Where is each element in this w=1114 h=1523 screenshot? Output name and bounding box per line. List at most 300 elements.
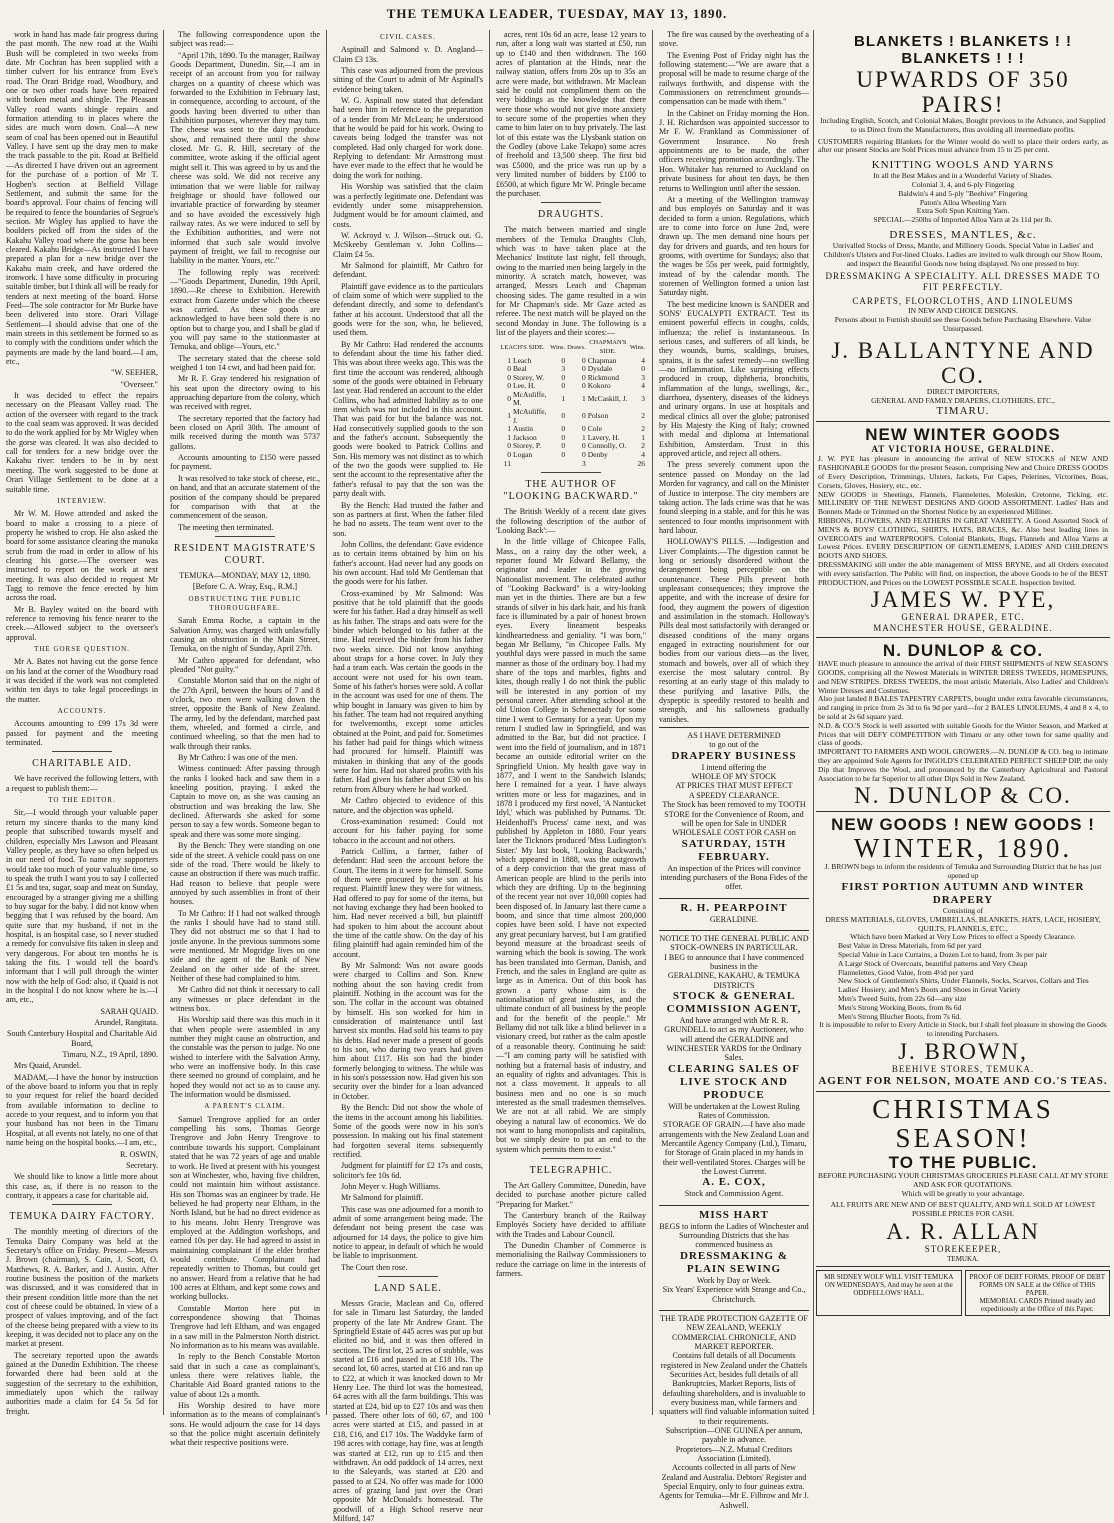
brown-intro: J. BROWN begs to inform the residents of Temuka and Surrounding District that he has just opened up xyxy=(824,862,1102,881)
subheading: CIVIL CASES. xyxy=(380,33,436,41)
brown-agent: AGENT FOR NELSON, MOATE AND CO.'S TEAS. xyxy=(818,1075,1108,1087)
signature-line: Arundel, Rangitata. xyxy=(94,1018,158,1028)
paragraph: The fire was caused by the overheating of a stove. xyxy=(659,30,809,49)
rule-line xyxy=(52,751,113,752)
table-cell: 26 xyxy=(637,458,645,468)
table-cell: Lee, H. xyxy=(513,381,536,391)
cox-line: I BEG to announce that I have commenced business in the xyxy=(664,952,804,971)
paragraph: HOLLOWAY'S PILLS. —Indigestion and Liver Complaints.—The digestion cannot be long or seriously disordered without the derangement being perceptible on the countenance. These Pills prevent both unpleasant consequences; they improve the appetite, and with the increase of desire for food, they augment the powers of digestion and assimilation in the stomach. Holloway's Pills deal most satisfactorily with deranged or diseased conditions of the many organs engaged in extracting nourishment for our bodies from our various diets—as the liver, stomach and bowels, over all of which they exercise the most salutary control. By resorting at an early stage of this malady to these purifying and laxative Pills, the dyspeptic is speedily restored to health and strength, and his sallowness gradually vanishes. xyxy=(659,537,809,724)
paragraph: Mr Cathro did not think it necessary to call any witnesses or place defendant in the witness box. xyxy=(170,985,320,1013)
list-item: Men's Tweed Suits, from 22s 6d—any size xyxy=(838,994,967,1004)
table-cell: Chapman xyxy=(587,355,617,365)
knitting-item: Paton's Alloa Wheeling Yarn xyxy=(919,197,1007,207)
drapery-line: The Stock has been removed to my TOOTH STORE for the Convenience of Room, and will be open for Sale in UNDER WHOLESALE COST FOR CASH on xyxy=(662,800,806,838)
knitting-heading: KNITTING WOOLS AND YARNS xyxy=(871,159,1055,172)
table-cell: 3 xyxy=(561,364,566,374)
table-cell: 0 xyxy=(561,450,566,460)
column-rule xyxy=(652,30,653,1415)
table-cell: McCaskill, J. xyxy=(587,394,628,404)
ballantyne-name: J. BALLANTYNE AND CO. xyxy=(831,337,1095,388)
section-divider xyxy=(496,472,646,503)
paragraph: Mr R. F. Gray tendered his resignation of his seat upon the directory owing to his approaching departure from the colony, which was received with regret. xyxy=(170,374,320,412)
brown-marked: Which have been Marked at Very Low Prices to effect a Speedy Clearance. xyxy=(850,932,1076,942)
hart-line: DRESSMAKING & PLAIN SEWING xyxy=(679,1249,789,1275)
table-cell: 1 xyxy=(582,394,586,404)
drapery-line: AS I HAVE DETERMINED xyxy=(687,731,781,741)
paragraph: W. Ackroyd v. J. Wilson—Struck out. G. McSkeeby Gentleman v. John Collins—Claim £4 5s. xyxy=(333,230,483,259)
pye-name: JAMES W. PYE, xyxy=(870,587,1056,613)
cox-line: CLEARING SALES OF LIVE STOCK AND PRODUCE xyxy=(668,1062,800,1101)
paragraph: John Collins, the defendant: Gave evidence as to certain items obtained by him on his father's account. Had never had any goods on his own account. Had told Mr Gentleman that the goods were for his father. xyxy=(333,539,483,587)
paragraph: "April 17th, 1890. To the manager, Railway Goods Department, Dunedin. Sir,—I am in receipt of an account from you for railway charges on a quantity of cheese which was forwarded to the Exhibition in February last, in consequence, according to account, of the goods having been diverted to other than Exhibition purposes, wherever they may turn. The cheese was sent to the dairy produce show, and remained there until the show closed. Mr G. R. Hill, secretary of the committee, wrote asking if the official agent might sell it. This was agreed to by us and the cheese was sold. We did not receive any intimation that we were liable for railway freightage or should have followed our invariable practice of forwarding by steamer and so have avoided the excessively high railway rates. As we were induced to sell by the Exhibition authorities, and were not informed that such sale would involve payment of freight, we fail to recognise our liability in the matter. Yours, etc." xyxy=(170,50,320,266)
gazette-line: Agents for Temuka—Mr E. Filbrow and Mr J. Ashwell. xyxy=(659,1491,809,1510)
paragraph: Mr Salmond for plaintiff. xyxy=(341,1193,424,1203)
paragraph: Mr W. M. Howe attended and asked the board to make a crossing to a piece of property he wished to crop. He also asked the board for some assistance clearing the manuka scrub from the road in order to allow of his clearing his gorse.—The overseer was instructed to report on the work at next meeting. It was also decided to request Mr Tagg to remove the fence erected by him across the road. xyxy=(6,509,158,603)
paragraph: Cross-examination resumed: Could not account for his father paying for some tobacco in the account and not others. xyxy=(333,816,483,845)
hart-line: MISS HART xyxy=(698,1208,770,1221)
section-divider xyxy=(6,1204,158,1223)
section-heading: CHARITABLE AID. xyxy=(32,758,132,770)
table-row xyxy=(496,451,646,460)
rule-line xyxy=(52,1204,113,1205)
gazette-line: Subscription—ONE GUINEA per annum, payable in advance. xyxy=(665,1425,803,1445)
ballantyne-sub1: DIRECT IMPORTERS, xyxy=(926,386,1000,396)
table-cell: 0 xyxy=(561,441,566,451)
signature-line: Secretary. xyxy=(125,1160,158,1170)
section-divider xyxy=(6,751,158,770)
advertisements-column xyxy=(816,30,1110,1415)
brown-big: WINTER, 1890. xyxy=(853,833,1073,864)
column-1 xyxy=(6,30,158,1415)
paragraph: Witness continued: After passing through the ranks I looked back and saw them in a kneeling position, praying. I asked the Captain to move on, as she was causing an obstruction and was breaking the law. She declined. Afterwards she asked for some person to say a few words. Someone began to speak and there was some more singing. xyxy=(170,764,320,839)
signature-line: R. OSWIN, xyxy=(120,1149,158,1159)
drapery-line: SATURDAY, 15TH FEBRUARY. xyxy=(681,837,787,863)
knitting-item: Colonial 3, 4, and 6-ply Fingering xyxy=(911,179,1015,189)
table-cell: 0 xyxy=(582,355,586,365)
dunlop-body: HAVE much pleasure to announce the arrival of their FIRST SHIPMENTS of NEW SEASON'S GOODS, comprising all the Newest Materials in WINTER DRESS TWEEDS, HOMESPUNS, and NEW STRIPES. DRESS TWEEDS, the most artistic Materials, Also Ladies' and Children's Winter Dresses and Costumes. xyxy=(818,659,1108,695)
table-cell: 0 xyxy=(507,372,511,382)
drapery-line: DRAPERY BUSINESS xyxy=(671,749,797,762)
drapery-line: AT PRICES THAT MUST EFFECT xyxy=(675,781,793,791)
table-header-row xyxy=(496,339,646,356)
table-cell: 1 xyxy=(641,432,645,442)
list-item: Best Value in Dress Materials, from 6d per yard xyxy=(838,941,982,951)
column-header: Draws. xyxy=(567,343,586,351)
paragraph: His Worship desired to have more information as to the means of complainant's sons. He would adjourn the case for 14 days so that the police might ascertain definitely what their respective positions were. xyxy=(170,1401,320,1448)
table-cell: 2 xyxy=(641,411,645,421)
paragraph: By Mr Cathro: I was one of the men. xyxy=(178,753,298,763)
paragraph: The following reply was received:—"Goods Department, Dunedin, 19th April, 1890.—Re cheese to Exhibition. Herewith extract from Gazette under which the cheese was carried. As these goods are acknowledged to have been sold there is no option but to charge you, and I shall be glad if you will pay same to the stationmaster at Temuka, and oblige—Yours, etc." xyxy=(170,267,320,352)
list-item: New Stock of Gentlemen's Shirts, Under Flannels, Socks, Scarves, Collars and Ties xyxy=(838,976,1089,986)
paragraph: acres, rent 10s 6d an acre, lease 12 years to run, after a long wait was started at £50, run up to £140 and then withdrawn. The 160 acres of plantation at the Hinds, near the railway station, offers from 20s up to 35s an acre were made, but withdrawn. Mr Maclean said he could not compliment them on the very biddings as the knowledge that there were those who would not give more anxiety to secure some of the properties when they came to him later on to buy privately. The last lot of this estate was the Llysbank station on the Godley (above Lake Tekapo) some acres of freehold and 13,500 sheep. The first bid was £5000, and the price was run up by a very limited number of bidders by £100 to £6500, at which figure Mr W. Pringle became the purchaser. xyxy=(496,30,646,198)
pye-house: MANCHESTER HOUSE, GERALDINE. xyxy=(873,623,1053,634)
pye-body-2: NEW GOODS in Sheetings, Flannels, Flannelettes, Moleskin, Cretonne, Ticking, etc. MILLINERY OF THE NEWEST DESIGNS AND GOOD ASSORTMENT. Ladies' Hats and Bonnets Made or Trimmed on the Shortest Notice by an experienced Milliner. xyxy=(818,489,1108,517)
section-heading: RESIDENT MAGISTRATE'S COURT. xyxy=(173,542,317,566)
blankets-big: UPWARDS OF 350 PAIRS! xyxy=(856,67,1070,117)
carpets-sub: IN NEW AND CHOICE DESIGNS. xyxy=(908,306,1018,316)
ballantyne-sub2: GENERAL AND FAMILY DRAPERS, CLOTHIERS, ETC., xyxy=(871,395,1055,405)
paragraph: It was decided to effect the repairs necessary on the Pleasant Valley road. The action of the overseer with regard to the track to the coal seam was approved. It was decided to do the work applied for by Mr Wigley when the gorse was cleared. It was also decided to call for tenders for a new bridge over the Kakahu river: tenders to be in by next meeting. The work suggested to be done at Orari Village Settlement to be done at a suitable time. xyxy=(6,391,158,494)
drapery-line: A SPEEDY CLEARANCE. xyxy=(688,790,780,800)
knitting-item: Baldwin's 4 and 5-ply "Beehive" Fingering xyxy=(898,188,1028,198)
column-rule xyxy=(163,30,164,1415)
section-divider xyxy=(333,1276,483,1295)
small-adverts xyxy=(816,1270,1110,1316)
hart-line: Work by Day or Week. xyxy=(696,1275,772,1285)
gazette-line: Contains full details of all Documents registered in New Zealand under the Chattels Securities Act, besides full details of all Bankruptcies, Market Reports, lists of defaulting shareholders, and is invaluable to every business man, while farmers and squatters will find valuable information suited to their requirements. xyxy=(659,1351,809,1426)
column-header: Wins. xyxy=(629,343,645,351)
table-cell: Jackson xyxy=(513,432,537,442)
allan-town: TEMUKA. xyxy=(947,1254,979,1263)
blankets-headline: BLANKETS ! BLANKETS ! ! BLANKETS ! ! ! xyxy=(854,33,1072,67)
section-heading: LAND SALE. xyxy=(374,1283,442,1294)
column-header: LEACH'S SIDE. xyxy=(500,343,545,351)
pearpoint-line: R. H. PEARPOINT xyxy=(680,901,788,914)
column-4 xyxy=(496,30,646,1415)
gazette-line: Accounts collected in all parts of New Zealand and Australia. Debtors' Register and Special Enquiry, only to four guineas extra. xyxy=(661,1463,807,1492)
table-cell: 1 xyxy=(507,411,511,421)
section-divider xyxy=(496,202,646,221)
table-cell: 0 xyxy=(561,372,566,382)
table-cell: Austin xyxy=(513,424,534,434)
memorial-cards-text: MEMORIAL CARDS Printed neatly and expeditiously at the Office of this Paper. xyxy=(979,1296,1096,1313)
subheading: THE GORSE QUESTION. xyxy=(34,645,130,653)
paragraph: The monthly meeting of directors of the Temuka Dairy Company was held at the Secretary's office on Friday. Present—Messrs J. Brown (chairman), S. Cain, J. Scott, O. Matthews, R. A. Barker, and J. Austin. After routine business the position of the markets was discussed, and it was considered that in their present condition little more than the net cost of cheese could be obtained. In view of a prospect of values improving, and of the fact of the cheese being prepared with a view to its keeping, it was decided not to place any on the market at present. xyxy=(6,1227,158,1349)
rule-line xyxy=(541,1158,601,1159)
cox-line: STORAGE OF GRAIN.—I have also made arrangements with the New Zealand Loan and Mercantile Agency Company (Ltd.), Timaru, for Storage of Grain placed in my hands in their well-ventilated Stores. Charges will be the Lowest Current. xyxy=(659,1120,809,1177)
centered-line: TEMUKA—MONDAY, MAY 12, 1890. xyxy=(179,570,311,580)
table-cell: 0 xyxy=(561,355,566,365)
list-item: Ladies' Hosiery, and Men's Boots and Shoes in Great Variety xyxy=(838,985,1021,995)
table-cell: 3 xyxy=(641,394,645,404)
brown-consisting: Consisting of xyxy=(942,906,984,916)
paragraph: The meeting then terminated. xyxy=(178,522,274,532)
spacer xyxy=(512,460,566,469)
cox-line: Stock and Commission Agent. xyxy=(684,1189,784,1199)
paragraph: The match between married and single members of the Temuka Draughts Club, which was to have taken place at the Mechanics' Institute last night, fell through, owing to the married men being largely in the minority. A scratch match, however, was arranged, Messrs Leach and Chapman choosing sides. The game resulted in a win for Mr Chapman's side. Mr Gaze acted as referee. The next match will be played on the second Monday in June. The following is a list of the players and their scores:— xyxy=(496,225,646,337)
pye-headline: NEW WINTER GOODS xyxy=(865,425,1061,445)
paragraph: This case was adjourned from the previous sitting of the Court to admit of Mr Aspinall's evidence being taken. xyxy=(333,66,483,94)
table-cell: 0 xyxy=(561,424,566,434)
paragraph: The Canterbury branch of the Railway Employés Society have decided to affiliate with the Trades and Labour Council. xyxy=(496,1210,646,1239)
paragraph: His Worship was satisfied that the claim was a perfectly legitimate one. Defendant was evidently under some misapprehension. Judgment would be for amount claimed, and costs. xyxy=(333,182,483,229)
paragraph: It was resolved to take stock of cheese, etc., on hand, and that an accurate statement of the position of the company should be prepared for comparison with that at the commencement of the season. xyxy=(170,473,320,521)
pye-body: J. W. PYE has pleasure in announcing the arrival of NEW STOCKS of NEW AND FASHIONABLE GOODS for the present Season, comprising New and Choice DRESS GOODS of Every Description, Trimmings, Ulsters, Jackets, Fur Capes, Pelerines, Victorines, Boas, Corsets, Gloves, Hosiery, etc., etc. xyxy=(818,454,1108,490)
pye-advert xyxy=(816,422,1110,638)
table-cell: 0 xyxy=(507,441,511,451)
furnish-note: Persons about to Furnish should see these Goods before Purchasing Elsewhere. Value Unsurpassed. xyxy=(834,315,1092,333)
table-cell: Kokoro xyxy=(587,381,611,391)
paragraph: By Mr Salmond: Was not aware goods were charged to Collins and Son. Knew nothing about the son having credit from plaintiff. Nothing in the account was for the son. The collar in the account was obtained by himself. His son worked for him in consideration of maintenance until last harvest six months. Had sold his teams to pay his debts. Had never made a present of goods to his son, who during two years had given him about £117. His son had the binder formerly belonging to witness. The while was in his son's possession now. Had given his son security over the binder for a loan advanced in October. xyxy=(333,961,483,1101)
column-3 xyxy=(333,30,483,1523)
cox-line: Will be undertaken at the Lowest Ruling Rates of Commission. xyxy=(668,1101,800,1121)
paragraph: John Meyer v. Hugh Williams. xyxy=(341,1181,441,1191)
brown-advert xyxy=(816,812,1110,1092)
table-cell: 0 xyxy=(582,441,586,451)
table-cell: Connolly, O. xyxy=(587,441,627,451)
gazette-line: Proprietors—N.Z. Mutual Creditors Association (Limited). xyxy=(675,1444,793,1463)
drapery-line: to go out of the xyxy=(709,740,759,750)
table-cell: Lavery, H. xyxy=(587,432,620,442)
table-cell: 0 xyxy=(582,364,586,374)
paragraph: Patrick Collins, a farmer, father of defendant: Had seen the account before the Court. The items in it were for himself. Some of them were procured by the son at his request. Plaintiff knew they were for witness. Had offered to pay for some of the items, but not having exchange they had been booked to him. Had never received a bill, but plaintiff had spoken to him about the account about the time of the cattle show. On the day of his filing plaintiff had again reminded him of the account. xyxy=(333,846,483,959)
table-cell: 2 xyxy=(641,424,645,434)
paragraph: Plaintiff gave evidence as to the particulars of claim some of which were supplied to the defendant directly, and some to defendant's father at his account. Understood that all the goods were for the son, who, he believed, used them. xyxy=(333,281,483,338)
paragraph: This case was one adjourned for a month to admit of some arrangement being made. The defendant not being present the case was adjourned for 14 days, the police to give him notice to appear, in default of which he would be liable to imprisonment. xyxy=(333,1204,483,1261)
column-rule xyxy=(326,30,327,1415)
dunlop-name: N. DUNLOP & CO. xyxy=(882,641,1044,661)
brown-store: BEEHIVE STORES, TEMUKA. xyxy=(891,1064,1035,1074)
cox-line: And have arranged with Mr R. R. GRUNDELL to act as my Auctioneer, who will attend the GERALDINE and WINCHESTER YARDS for the Ordinary Sales. xyxy=(664,1015,804,1063)
subheading: A PARENT'S CLAIM. xyxy=(204,1102,286,1111)
signature-line: "W. SEEHER, xyxy=(111,368,158,378)
section-heading: TELEGRAPHIC. xyxy=(529,1164,613,1176)
signature-line: "Overseer." xyxy=(120,379,158,389)
allan-advert xyxy=(816,1092,1110,1267)
paragraph: MADAM,—I have the honor by instruction of the above board to inform you that in reply to your request for relief the board decided from available information to decline to accede to your request, and to inform you that your husband has not been in the Timaru Hospital, at all events not lately, no one of that name being on the hospital books.—I am, etc., xyxy=(6,1072,158,1148)
table-cell: 0 xyxy=(507,381,511,391)
subheading: INTERVIEW. xyxy=(57,496,107,505)
allan-title: STOREKEEPER, xyxy=(924,1243,1002,1254)
table-cell: Logan xyxy=(513,450,533,460)
paragraph: work in hand has made fair progress during the past month. The new road at the Waihi Bush will be completed in two weeks from date. Mr Cochran has been supplied with a timber culvert for his entrance from Eve's road. The Orari Bridge road, Woodbury, and one or two other roads have been repaired with broken metal and shingle. The Pleasant Valley road wants shingle repairs and formation attending to in places where the sides are much worn down. Coal—A new seam of coal has been opened out in Beautiful Valley. I have sent up the dray men to make the track passable to the pit. Road at Belfield—As directed I have driven out an agreement for the purchase of a portion of Mr T. Hogben's section at Belfield Village Settlement, and submit the same for the board's approval. Four chains of fencing will be required to fence the boundaries of Segrue's section. Mr Wigley has applied to have the boulders picked off from the sides of the Kakahu Valley road where the gorse has been cleared. Kakahu Bridge—As instructed I have prepared a plan for a new bridge over the Kakahu main creek, and have ordered the ironwork. I have some difficulty in procuring suitable timber, but I think all will be ready for tenders at next meeting of the board. Horse Feed—The sole contractor for Mr Burke have been delivered into store. Orari Village Settlement—I should advise that one of the main streets in this settlement be formed so as to comply with the conditions under which the payments are made by the land board.—I am, etc., xyxy=(6,30,158,367)
signature-line: SARAH QUAID. xyxy=(100,1006,158,1016)
table-row xyxy=(496,408,646,425)
pye-title: GENERAL DRAPER, ETC. xyxy=(901,612,1025,623)
cox-line: A. E. COX, xyxy=(702,1176,766,1189)
paragraph: We should like to know a little more about this case, as, if there is no reason to the contrary, it appears a case for charitable aid. xyxy=(6,1172,158,1200)
table-cell: 11 xyxy=(503,458,511,468)
table-cell: 0 xyxy=(507,450,511,460)
column-2 xyxy=(170,30,320,1448)
column-5 xyxy=(659,30,809,1510)
table-cell: 0 xyxy=(561,411,566,421)
paragraph: Sarah Emma Roche, a captain in the Salvation Army, was charged with unlawfully causing an obstruction in the Main Street, Temuka, on the night of Sunday, April 27th. xyxy=(170,616,320,654)
list-item: Special Value in Lace Curtains, a Dozen Lot to hand, from 3s per pair xyxy=(838,950,1048,960)
paragraph: By the Bench: Had trusted the father and son as partners at first. When the father filed he had no assets. The team went over to the son. xyxy=(333,500,483,538)
spacer xyxy=(587,460,629,469)
column-header: CHAPMAN'S SIDE. xyxy=(589,339,627,355)
allan-fruits: ALL FRUITS ARE NEW AND OF BEST QUALITY, AND WILL SOLD AT LOWEST POSSIBLE PRICES FOR CASH. xyxy=(830,1200,1096,1219)
brown-list xyxy=(818,942,1108,1021)
table-cell: McAuliffe, J. xyxy=(513,407,547,425)
paragraph: We have received the following letters, with a request to publish them:— xyxy=(6,774,158,793)
drapery-advert xyxy=(659,727,809,894)
brown-headline: NEW GOODS ! NEW GOODS ! xyxy=(831,815,1095,835)
paragraph: Constable Morton here put in correspondence showing that Thomas Trengrove had left Eltham, and was engaged in a saw mill in the Palmerston North district. No information as to his means was available. xyxy=(170,1303,320,1351)
section-divider xyxy=(170,536,320,567)
table-cell: 0 xyxy=(561,432,566,442)
paragraph: In the Cabinet on Friday morning the Hon. J. H. Richardson was appointed successor to Mr F. W. Frankland as Commissioner of Government Insurance. No fresh appointments are to be made, the other officers receiving promotion accordingly. The Hon. Whitaker has returned to Auckland on private business for about ten days, he then returns to Wellington until after the session. xyxy=(659,108,809,193)
table-cell: Storey, P. xyxy=(513,441,542,451)
paragraph: The Evening Post of Friday night has the following statement:—"We are aware that a proposal will be made to resume charge of the railways forthwith, and dispense with the Commissioners on retrenchment grounds—compensation can be made with them." xyxy=(659,50,809,107)
cox-line: GERALDINE, KAKAHU, & TEMUKA DISTRICTS xyxy=(667,971,801,990)
rule-line xyxy=(541,202,601,203)
rule-line xyxy=(215,536,275,537)
paragraph: By the Bench: Did not show the whole of the items in the account among his liabilities. Some of the goods were now in his son's possession. In making out his final statement had forgotten several items subsequently rectified. xyxy=(333,1103,483,1159)
draughts-table xyxy=(496,339,646,468)
allan-to-public: TO THE PUBLIC. xyxy=(888,1153,1038,1172)
pye-body-3: RIBBONS, FLOWERS, AND FEATHERS IN GREAT VARIETY. A Good Assorted Stock of MEN'S & BOYS' CLOTHING, SHIRTS, HATS, BRACES, &c. Also best leading lines in OVERCOATS and WATERPROOFS. Colonial Blankets, Rugs, Flannels and Alloa Yarns at Lowest Prices. EVERY DESCRIPTION OF GENTLEMEN'S, LADIES' AND CHILDREN'S BOOTS AND SHOES. xyxy=(818,515,1108,561)
dunlop-advert xyxy=(816,638,1110,812)
gazette-advert xyxy=(659,1310,809,1513)
section-heading: TEMUKA DAIRY FACTORY. xyxy=(9,1211,155,1223)
paragraph: Mrs Quaid, Arundel. xyxy=(14,1061,81,1071)
column-rule xyxy=(813,30,814,1415)
list-item: Men's Strong Blucher Boots, from 7s 6d. xyxy=(838,1011,962,1021)
table-cell: 4 xyxy=(641,381,645,391)
paragraph: The secretary reported that the factory had been closed on April 30th. The amount of milk received during the month was 5737 gallons. xyxy=(170,413,320,451)
table-cell: 4 xyxy=(641,450,645,460)
dunlop-body-4: IMPORTANT TO FARMERS AND WOOL GROWERS.—N. DUNLOP & CO. beg to intimate they are appointed Sole Agents for INGOLD'S CELEBRATED PERFECT SHEEP DIP, the only Dip that Improves the Wool, and pronounced by the Canterbury Agricultural and Pastoral Association to be far Superior to all other Dips Sold in New Zealand. xyxy=(818,747,1108,783)
pye-headline-2: AT VICTORIA HOUSE, GERALDINE. xyxy=(871,444,1055,455)
paragraph: Mr B. Bayley waited on the board with reference to removing his fence nearer to the creek.—Allowed subject to the overseer's approval. xyxy=(6,604,158,642)
table-cell: 0 xyxy=(582,424,586,434)
dressmaking-note: DRESSMAKING A SPECIALITY. ALL DRESSES MADE TO FIT PERFECTLY. xyxy=(825,271,1101,293)
paragraph: Mr Salmond for plaintiff, Mr Cathro for defendant. xyxy=(333,260,483,280)
pearpoint-advert xyxy=(659,898,809,927)
gazette-line: THE TRADE PROTECTION GAZETTE OF NEW ZEALAND, WEEKLY COMMERCIAL CHRONICLE, AND MARKET REPORTER. xyxy=(660,1313,808,1351)
paragraph: Constable Morton said that on the night of the 27th April, between the hours of 7 and 8 o'clock, two men were walking down the street, opposite the Bank of New Zealand. The army, led by the defendant, marched past them, wheeled, and formed a circle, and continued wheeling, so that the men had to walk through their ranks. xyxy=(170,676,320,751)
dresses-heading: DRESSES, MANTLES, &c. xyxy=(889,228,1037,241)
subheading: TO THE EDITOR. xyxy=(48,796,116,805)
table-cell: 1 xyxy=(561,394,566,404)
list-item: A Large Stock of Overcoats, beautiful patterns and Very Cheap xyxy=(838,958,1028,968)
table-cell: 0 xyxy=(582,381,586,391)
paragraph: The following correspondence upon the subject was read:— xyxy=(170,30,320,49)
paragraph: To Mr Cathro: If I had not walked through the ranks I should have had to stand still. They did not obstruct me so that I had to jostle anyone. In the previous summons some were mentioned. Mr Mogridge lives on one side and the agent of the Bank of New Zealand on the other side of the street. Neither of these had complained to him. xyxy=(170,908,320,983)
paragraph: Accounts amounting to £99 17s 3d were passed for payment and the meeting terminated. xyxy=(6,719,158,748)
subheading: OBSTRUCTING THE PUBLIC THOROUGHFARE. xyxy=(188,594,302,612)
paragraph: The press severely comment upon the sentence passed on Monday on the lad Morden for vagrancy, and call on the Minister of Justice to interpose. The city members are taking action. The lads crime was that he was found sleeping in a stable, and for this he was sentenced to four months imprisonment with hard labour. xyxy=(659,460,809,535)
knitting-item: Extra Soft Spun Knitting Yarn. xyxy=(916,206,1010,216)
table-cell: McAuliffe, M. xyxy=(513,389,547,408)
paragraph: In reply to the Bench Constable Morton said that in such a case as complainant's, unless there were relatives liable, the Charitable Aid Board granted rations to the value of about 12s a month. xyxy=(170,1352,320,1399)
section-heading: DRAUGHTS. xyxy=(538,209,604,221)
table-row xyxy=(496,391,646,408)
carpets-heading: CARPETS, FLOORCLOTHS, AND LINOLEUMS xyxy=(852,296,1074,307)
paragraph: The secretary reported upon the awards gained at the Dunedin Exhibition. The cheese forwarded there had been sold at the suggestion of the secretary to the exhibition, immediately upon which the railway authorities made a claim for £4 5s 5d for freight. xyxy=(6,1350,158,1416)
table-cell: 1 xyxy=(507,355,511,365)
dresses-sub: Unrivalled Stocks of Dress, Mantle, and Millinery Goods. Special Value in Ladies' and Children's Ulsters and Fur-lined Cloaks. Ladies are invited to walk through our Show Room, and inspect the Beautiful Goods now being displayed. No one pressed to buy. xyxy=(823,240,1103,268)
paragraph: Accounts amounting to £150 were passed for payment. xyxy=(170,453,320,472)
section-heading: THE AUTHOR OF "LOOKING BACKWARD." xyxy=(503,479,639,503)
column-header: Wins. xyxy=(550,343,566,351)
dunlop-body-2: Also just landed 8 BALES TAPESTRY CARPETS, bought under extra favorable circumstances, and ranging in price from 2s 3d to 6s 9d per yard—for 2 BALES LINOLEUMS, 4 and 8 x 4, to be sold at 2s 6d square yard. xyxy=(818,694,1108,722)
blankets-customers: CUSTOMERS requiring Blankets for the Winter would do well to place their orders early, as after our present Stocks are Sold Prices must advance from 15 to 25 per cent. xyxy=(818,136,1108,155)
drapery-line: WHOLE OF MY STOCK xyxy=(691,772,777,782)
table-cell: 0 xyxy=(561,381,566,391)
brown-materials: DRESS MATERIALS, GLOVES, UMBRELLAS, BLANKETS, HATS, LACE, HOSIERY, QUILTS, FLANNELS, ETC., xyxy=(825,914,1101,933)
paragraph: Sir,—I would through your valuable paper return my sincere thanks to the many kind people that subscribed towards myself and children, especially Mrs Lawson and Pleasant Valley people, as they have so often helped us in our need of food. To name my supporters would take too much of your valuable time, so to speak the truth I want you to say I collected £1 5s and tea, sugar, soap and meat on Sunday, encouraged by a stranger giving me a shilling to buy sugar for the baby. I did not know when begging that I was refused by the board. Am quite sure that my husband, if not in the hospital, is an hospital case, so I never studied a remedy for convulsive fits taken in sleep and very dangerous. For about ten months he is taking the fits. I would tell the board's informant that I will pull through the winter now with the help of God: also, if Quaid is not in the hospital I do not know where he is.—I am, etc., xyxy=(6,808,158,1005)
table-cell: 0 xyxy=(582,450,586,460)
paragraph: His Worship said there was this much in it that when people were assembled in any number they might cause an obstruction, and the constable was the person to judge. No one wished to interfere with the Salvation Army, who were an inoffensive body. In this case there seemed no ground of complaint, and he hoped they would not act so as to cause any. The information would be dismissed. xyxy=(170,1015,320,1100)
centered-line: South Canterbury Hospital and Charitable Aid Board, xyxy=(7,1029,157,1048)
allan-body-2: Which will be greatly to your advantage. xyxy=(901,1188,1025,1198)
pye-body-4: DRESSMAKING still under the able management of MISS BRYNE, and all Orders executed with every satisfaction. The Public will find, on inspection, the above Goods to be of the BEST PRODUCTION, and Prices on the LOWEST POSSIBLE SCALE. Inspection Invited. xyxy=(818,559,1108,587)
brown-note: It is impossible to refer to Every Article in Stock, but I shall feel pleasure in showing the Goods to intending Purchasers. xyxy=(819,1020,1107,1039)
special-offer: SPECIAL—250lbs of Imported Alloa Yarn at 2s 11d per lb. xyxy=(873,215,1053,225)
proof-text: PROOF OF DEBT FORMS. PROOF OF DEBT FORMS ON SALE at the Office of THIS PAPER. xyxy=(969,1272,1105,1297)
table-cell: 0 xyxy=(582,411,586,421)
table-cell: 0 xyxy=(507,364,511,374)
table-cell: 1 xyxy=(507,432,511,442)
table-cell: 3 xyxy=(582,458,586,468)
knitting-sub: In all the Best Makes and in a Wonderful Variety of Shades. xyxy=(873,171,1053,181)
brown-name: J. BROWN, xyxy=(898,1039,1028,1064)
paragraph: The Court then rose. xyxy=(341,1262,408,1272)
blankets-sub: Including English, Scotch, and Colonial Makes, Bought previous to the Advance, and Supplied to us Direct from the Manufacturers, thus avoiding all intermediate profits. xyxy=(820,116,1106,134)
table-cell: Denby xyxy=(587,450,608,460)
paragraph: Aspinall and Salmond v. D. Angland—Claim £3 13s. xyxy=(333,45,483,64)
paragraph: Cross-examined by Mr Salmond: Was positive that he told plaintiff that the goods were for his father. Had a dray himself as well as his father. The straps and oats were for the binder which belonged to his father at the time. Had received the binder from his father two weeks since. Did not know anything about straps for a horse cover. In July they had a team each. Was certain the goods in the account were not used for his own team. Some of his father's horses were sold. A collar in the account was used for one of them. The whip bought in January was given to him by his father. The team had not required anything for twelvemonths, except some articles obtained at the Point, and paid for. Sometimes his father had paid for things which witness had procured for himself. Plaintiff was mistaken in thinking that any of the goods were for him. Had not shared profits with his father. Had given his father about £30 on his return from Albury where he had worked. xyxy=(333,588,483,794)
paragraph: Mr A. Bates not having cut the gorse fence on his land at the corner of the Woodbury road it was decided if the work was not completed within ten days to take legal proceedings in the matter. xyxy=(6,657,158,704)
brown-first: FIRST PORTION AUTUMN AND WINTER DRAPERY xyxy=(841,881,1085,907)
pearpoint-line: GERALDINE. xyxy=(709,914,759,924)
allan-body: BEFORE PURCHASING YOUR CHRISTMAS GROCERIES PLEASE CALL AT MY STORE AND ASK FOR QUOTATIONS. xyxy=(818,1171,1108,1189)
paragraph: Samuel Trengrove applied for an order compelling his sons, Thomas George Trengrove and John Henry Trengrove to contribute towards his support. Complainant stated that he was 72 years of age and unable to work. He lived at present with his youngest son at Winchester, who, having five children, could not maintain him without assistance. His son Thomas was an engineer by trade. He believed he had property near Eltham, in the North Island, but he had no direct evidence as to his means. John Henry Trengrove was employed at the Addington workshops, and earned 10s per day. He had agreed to assist in maintaining complainant if the elder brother would contribute. Complainant had repeatedly written to Thomas, but could get no answer. Heard from a relative that he had 100 acres at Eltham, and kept some cows and working bullocks. xyxy=(170,1114,320,1302)
subheading: ACCOUNTS. xyxy=(57,707,107,716)
paragraph: The best medicine known is SANDER and SONS' EUCALYPTI EXTRACT. Test its eminent powerful effects in coughs, colds, influenza; the relief is instantaneous. In serious cases, and sufferers of all kinds, be they wounds, burns, scaldings, bruises, sprains, it is the safest remedy—no swelling—no inflammation. Like surprising effects produced in croup, diphtheria, bronchitis, inflammation of the lungs, swellings, &c., diarrhoea, dysentery, diseases of the kidneys and urinary organs. In use at hospitals and medical clinics all over the globe; patronised by His Majesty the King of Italy; crowned with medal and diploma at International Exhibition, Amsterdam. Trust in this approved article, and reject all others. xyxy=(659,299,809,459)
table-cell: 3 xyxy=(641,372,645,382)
paragraph: Mr Cathro appeared for defendant, who pleaded "Not guilty." xyxy=(170,655,320,674)
paragraph: The secretary stated that the cheese sold weighed 1 ton 14 cwt, and had been paid for. xyxy=(170,353,320,373)
allan-name: A. R. ALLAN xyxy=(886,1218,1040,1244)
paragraph: In the little village of Chicopee Falls, Mass., on a rainy day the other week, a reporter found Mr Edward Bellamy, the originator and leader in the growing Nationalist movement. The celebrated author of "Looking Backward" is a wiry-looking man yet in the thirties. There are but a few strands of silver in his dark hair, and his frank face is illuminated by a pair of honest brown eyes. Every lineament bespeaks kindheartedness and geniality. "I was born," began Mr Bellamy, "in Chicopee Falls. My youthful days were passed in much the same manner as those of the ordinary boy. I had my share of the tops and marbles, fights and kites, though really I do not think the public will be interested in any portion of my personal career. After attending school at the old Union College in Schenectady for some time I went to Germany for a year. Upon my return I studied law in Springfield, and was admitted to the Bar, but did not practice. I went into the field of journalism, and in 1871 became an outside editorial writer on the Springfield Union. My health gave way in 1877, and I went to the Sandwich Islands; here I remained for a year. I have always written more or less for magazines, and in 1878 I produced my first novel, 'A Nantucket Idyl,' which was published by Putnams. 'Dr. Heidenhoff's Process' came next, and was published by Appleton in 1880. Four years later the Ticknors produced 'Miss Ludington's Sister.' My last book, 'Looking Backwards,' which appeared in 1888, was the outgrowth of a deep conviction that the great mass of American people are blind to the perils into which they are drifting. Up to the beginning of the recent year not over 10,000 copies had been disposed of. In January last there came a boom, and since that time almost 200,000 copies have been sold. I have not expected any great pecuniary harvest, but I am gratified beyond measure at the broadcast seeds of warning which the book is sowing. The work has been translated into German, Danish, and French, and the sales in England are quite as large as in America. Out of this book has grown a party whose aim is the nationalisation of great industries, and the ultimate conduct of all business by the people and for the benefit of the people." Mr Bellamy did not talk like a blind believer in a visionary creed, but rather as the calm apostle of a reasonable theory. Continuing he said:—"I am coming party will be satisfied with nothing but a fraternal basis of industry, and an equality of rights and advantages. This is not a class movement. It appeals to all business men and no one is so much interested as the small tradesmen themselves. We are not at all rabid. We are simply obeying a natural law of economics. We do not want to hang monopolists and capitalists, but we simply desire to put an end to the system which permits them to exist." xyxy=(496,537,646,1154)
table-totals-row xyxy=(496,460,646,469)
cox-line: STOCK & GENERAL COMMISSION AGENT, xyxy=(666,989,802,1015)
drapery-line: I intend offering the xyxy=(701,762,767,772)
proof-of-debt-advert xyxy=(965,1270,1111,1316)
centered-line: [Before C. A. Wray, Esq., R.M.] xyxy=(192,582,298,592)
table-cell: Dysdale xyxy=(587,364,613,374)
paragraph: Mr Cathro objected to evidence of this nature, and the objection was upheld. xyxy=(333,796,483,815)
table-cell: 1 xyxy=(507,424,511,434)
table-cell: Beal xyxy=(513,364,527,374)
table-cell: Leach xyxy=(513,355,532,365)
table-cell: 1 xyxy=(582,432,586,442)
table-cell: 0 xyxy=(641,364,645,374)
table-cell: 2 xyxy=(641,441,645,451)
table-cell: Polson xyxy=(587,411,609,421)
list-item: Men's Strong Working Boots, from 8s 6d xyxy=(838,1002,962,1012)
masthead: THE TEMUKA LEADER, TUESDAY, MAY 13, 1890. xyxy=(386,6,728,21)
section-divider xyxy=(496,1158,646,1177)
ballantyne-town: TIMARU. xyxy=(936,405,990,418)
paragraph: The Dunedin Chamber of Commerce is memorialising the Railway Commissioners to reduce the carriage on lime in the interests of farmers. xyxy=(496,1241,646,1279)
column-rule xyxy=(489,30,490,1415)
cox-line: NOTICE TO THE GENERAL PUBLIC AND STOCK-OWNERS IN PARTICULAR. xyxy=(659,933,809,953)
hart-advert xyxy=(659,1205,809,1307)
paragraph: At a meeting of the Wellington tramway and bus employés on Saturday and it was decided to form a union. Regulations, which are to come into force on June 2nd, were drawn up. The men demand nine hours per day for drivers and guards, and ten hours for grooms, with overtime for Sundays; also that the wages be 55s per week, paid fortnightly, instead of by the calendar month. The storemen of Wellington formed a union last Saturday night. xyxy=(659,194,809,298)
dunlop-body-3: N.D. & CO.'S Stock is well assorted with suitable Goods for the Winter Season, and Marked at Prices that will DEFY COMPETITION with Timaru or any other town for same quality and class of goods. xyxy=(818,720,1108,748)
table-cell: Cole xyxy=(587,424,602,434)
rule-line xyxy=(378,1276,438,1277)
wolf-advert: MR SIDNEY WOLF WILL VISIT TEMUKA ON WEDNESDAYS, And may be seen at the ODDFELLOWS' HALL. xyxy=(816,1270,962,1316)
paragraph: The Art Gallery Committee, Dunedin, have decided to purchase another picture called "Preparing for Market." xyxy=(496,1180,646,1209)
list-item: Flannelettes, Good Value, from 4½d per yard xyxy=(838,967,974,977)
ballantyne-advert xyxy=(816,30,1110,422)
paragraph: Messrs Gracie, Maclean and Co, offered for sale in Timaru last Saturday, the landed property of the late Mr Andrew Grant. The Springfield Estate of 445 acres was put up but elicited no bid, and it was then offered in sections. The first lot, 25 acres of stubble, was started at £16 and passed in at £18 10s. The second lot, 60 acres, started at £16 and ran up to £22, at which it was knocked down to Mr Henry Lee. The third lot was the homestead, 64 acres with all the farm buildings. This was started at £24, bid up to £27 10s and was then passed. There other lots of 60, 67, and 100 acres were started at £15, and passed in at £18, £16, and £17 10s. The Waddyke farm of 198 acres with cottage, hay fine, was at length was started at £12, run up to £15 and then withdrawn. An odd paddock of 14 acres, next to the Saleyards, was started at £20 and passed to at £24. No offer was made for 1000 acres of grazing land just over the Orari opposite Mr McDonald's homestead. The goodwill of a High School reserve near Milford, 147 xyxy=(333,1299,483,1523)
cox-advert xyxy=(659,930,809,1202)
table-cell: Rickmond xyxy=(587,372,620,382)
rule-line xyxy=(541,472,601,473)
allan-big: CHRISTMAS SEASON! xyxy=(872,1094,1054,1153)
drapery-line: An inspection of the Prices will convince intending purchasers of the Bona Fides of the offer. xyxy=(660,863,808,892)
paragraph: By Mr Cathro: Had rendered the accounts to defendant about the time his father died. This was about three weeks ago. This was the first time the account was rendered, although some of the goods were obtained in February last year. Had rendered an account to the elder Collins, who had admitted liability as to one item which was not included in this account. That was paid for but the balance was not. Had consecutively supplied goods to the son and the father's account. Subsequently the goods were booked to Patrick Collins and Son. His memory was not distinct as to which of the two the goods were supplied to. He sent the account to the representative after the father's refusal to pay that the son was the party dealt with. xyxy=(333,339,483,499)
hart-line: Six Years' Experience with Strange and Co., Christchurch. xyxy=(662,1285,806,1304)
table-cell: 4 xyxy=(641,355,645,365)
